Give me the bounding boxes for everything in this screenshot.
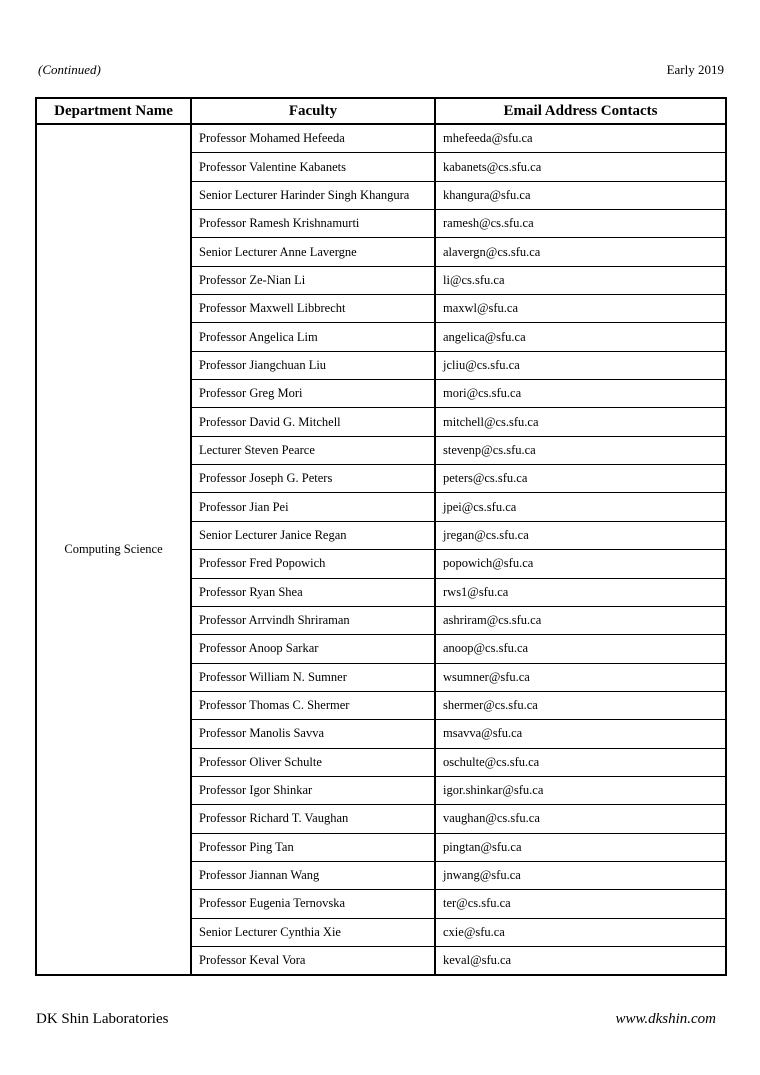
email-cell: popowich@sfu.ca <box>435 550 726 578</box>
faculty-name-cell: Professor Oliver Schulte <box>191 748 435 776</box>
faculty-name-cell: Professor Keval Vora <box>191 946 435 975</box>
faculty-name-cell: Professor Valentine Kabanets <box>191 153 435 181</box>
email-cell: oschulte@cs.sfu.ca <box>435 748 726 776</box>
email-cell: jregan@cs.sfu.ca <box>435 521 726 549</box>
faculty-contacts-table <box>35 97 727 976</box>
email-cell: pingtan@sfu.ca <box>435 833 726 861</box>
faculty-name-cell: Professor David G. Mitchell <box>191 408 435 436</box>
table-header-row <box>36 98 726 124</box>
email-cell: vaughan@cs.sfu.ca <box>435 805 726 833</box>
column-header-email: Email Address Contacts <box>435 98 726 124</box>
column-header-faculty: Faculty <box>191 98 435 124</box>
email-cell: wsumner@sfu.ca <box>435 663 726 691</box>
faculty-name-cell: Professor Anoop Sarkar <box>191 635 435 663</box>
faculty-name-cell: Professor Jian Pei <box>191 493 435 521</box>
email-cell: jnwang@sfu.ca <box>435 861 726 889</box>
faculty-name-cell: Professor Igor Shinkar <box>191 776 435 804</box>
date-label: Early 2019 <box>666 62 724 77</box>
faculty-name-cell: Professor Ze-Nian Li <box>191 266 435 294</box>
email-cell: cxie@sfu.ca <box>435 918 726 946</box>
faculty-name-cell: Professor Ramesh Krishnamurti <box>191 210 435 238</box>
faculty-name-cell: Professor William N. Sumner <box>191 663 435 691</box>
faculty-name-cell: Professor Mohamed Hefeeda <box>191 124 435 153</box>
faculty-name-cell: Professor Ping Tan <box>191 833 435 861</box>
table-body <box>36 124 726 975</box>
faculty-name-cell: Senior Lecturer Janice Regan <box>191 521 435 549</box>
column-header-department: Department Name <box>36 98 191 124</box>
faculty-name-cell: Professor Fred Popowich <box>191 550 435 578</box>
faculty-name-cell: Senior Lecturer Harinder Singh Khangura <box>191 181 435 209</box>
faculty-name-cell: Professor Jiangchuan Liu <box>191 351 435 379</box>
email-cell: mitchell@cs.sfu.ca <box>435 408 726 436</box>
table-row <box>36 124 726 153</box>
email-cell: msavva@sfu.ca <box>435 720 726 748</box>
email-cell: angelica@sfu.ca <box>435 323 726 351</box>
faculty-name-cell: Senior Lecturer Anne Lavergne <box>191 238 435 266</box>
faculty-name-cell: Professor Ryan Shea <box>191 578 435 606</box>
email-cell: jpei@cs.sfu.ca <box>435 493 726 521</box>
faculty-name-cell: Professor Angelica Lim <box>191 323 435 351</box>
email-cell: ramesh@cs.sfu.ca <box>435 210 726 238</box>
email-cell: keval@sfu.ca <box>435 946 726 975</box>
email-cell: li@cs.sfu.ca <box>435 266 726 294</box>
faculty-name-cell: Professor Richard T. Vaughan <box>191 805 435 833</box>
email-cell: ter@cs.sfu.ca <box>435 890 726 918</box>
faculty-name-cell: Professor Joseph G. Peters <box>191 465 435 493</box>
faculty-name-cell: Professor Maxwell Libbrecht <box>191 295 435 323</box>
email-cell: mori@cs.sfu.ca <box>435 380 726 408</box>
email-cell: jcliu@cs.sfu.ca <box>435 351 726 379</box>
email-cell: alavergn@cs.sfu.ca <box>435 238 726 266</box>
department-name-cell: Computing Science <box>36 124 191 975</box>
faculty-name-cell: Professor Eugenia Ternovska <box>191 890 435 918</box>
email-cell: khangura@sfu.ca <box>435 181 726 209</box>
faculty-name-cell: Professor Thomas C. Shermer <box>191 691 435 719</box>
faculty-name-cell: Lecturer Steven Pearce <box>191 436 435 464</box>
email-cell: mhefeeda@sfu.ca <box>435 124 726 153</box>
footer-website: www.dkshin.com <box>615 1011 716 1027</box>
email-cell: maxwl@sfu.ca <box>435 295 726 323</box>
continued-label: (Continued) <box>38 62 101 77</box>
faculty-name-cell: Professor Jiannan Wang <box>191 861 435 889</box>
email-cell: stevenp@cs.sfu.ca <box>435 436 726 464</box>
email-cell: anoop@cs.sfu.ca <box>435 635 726 663</box>
email-cell: ashriram@cs.sfu.ca <box>435 606 726 634</box>
email-cell: kabanets@cs.sfu.ca <box>435 153 726 181</box>
faculty-name-cell: Professor Manolis Savva <box>191 720 435 748</box>
email-cell: igor.shinkar@sfu.ca <box>435 776 726 804</box>
email-cell: rws1@sfu.ca <box>435 578 726 606</box>
faculty-name-cell: Professor Arrvindh Shriraman <box>191 606 435 634</box>
footer-company: DK Shin Laboratories <box>36 1011 169 1027</box>
faculty-name-cell: Professor Greg Mori <box>191 380 435 408</box>
faculty-name-cell: Senior Lecturer Cynthia Xie <box>191 918 435 946</box>
email-cell: shermer@cs.sfu.ca <box>435 691 726 719</box>
email-cell: peters@cs.sfu.ca <box>435 465 726 493</box>
